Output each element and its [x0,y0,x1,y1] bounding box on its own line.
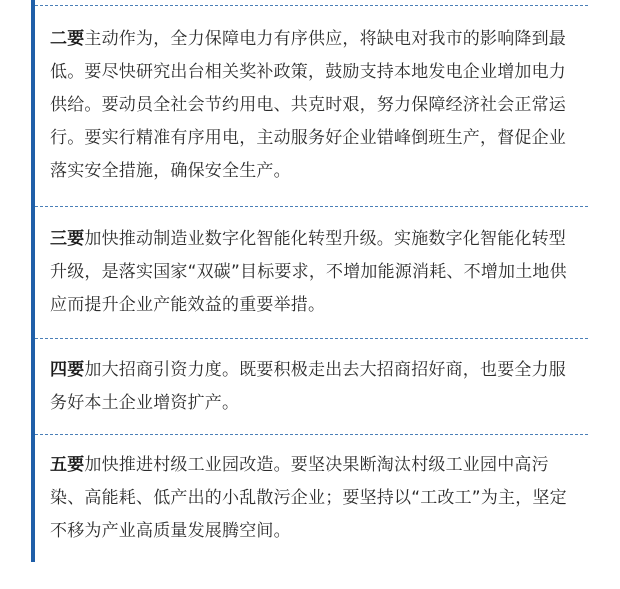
section-five [50,449,580,548]
section-lead: 五要 [50,455,85,475]
section-lead: 三要 [50,229,85,249]
section-lead: 二要 [50,29,85,49]
section-text: 加大招商引资力度。既要积极走出去大招商招好商，也要全力服务好本土企业增资扩产。 [50,360,567,413]
dashed-divider [35,5,588,6]
section-lead: 四要 [50,360,85,380]
dashed-divider [35,206,588,207]
section-text: 主动作为，全力保障电力有序供应，将缺电对我市的影响降到最低。要尽快研究出台相关奖补政策，鼓励支持本地发电企业增加电力供给。要动员全社会节约用电、共克时艰，努力保障经济社会正常运行。要实行精准有序用电，主动服务好企业错峰倒班生产，督促企业落实安全措施，确保安全生产。 [50,29,567,181]
section-text: 加快推动制造业数字化智能化转型升级。实施数字化智能化转型升级，是落实国家“双碳”目标要求，不增加能源消耗、不增加土地供应而提升企业产能效益的重要举措。 [50,229,567,315]
section-text: 加快推进村级工业园改造。要坚决果断淘汰村级工业园中高污染、高能耗、低产出的小乱散污企业；要坚持以“工改工”为主，坚定不移为产业高质量发展腾空间。 [50,455,567,541]
section-three [50,223,580,322]
dashed-divider [35,338,588,339]
left-accent-bar [31,0,35,562]
dashed-divider [35,434,588,435]
section-two [50,23,580,188]
section-four [50,354,580,420]
